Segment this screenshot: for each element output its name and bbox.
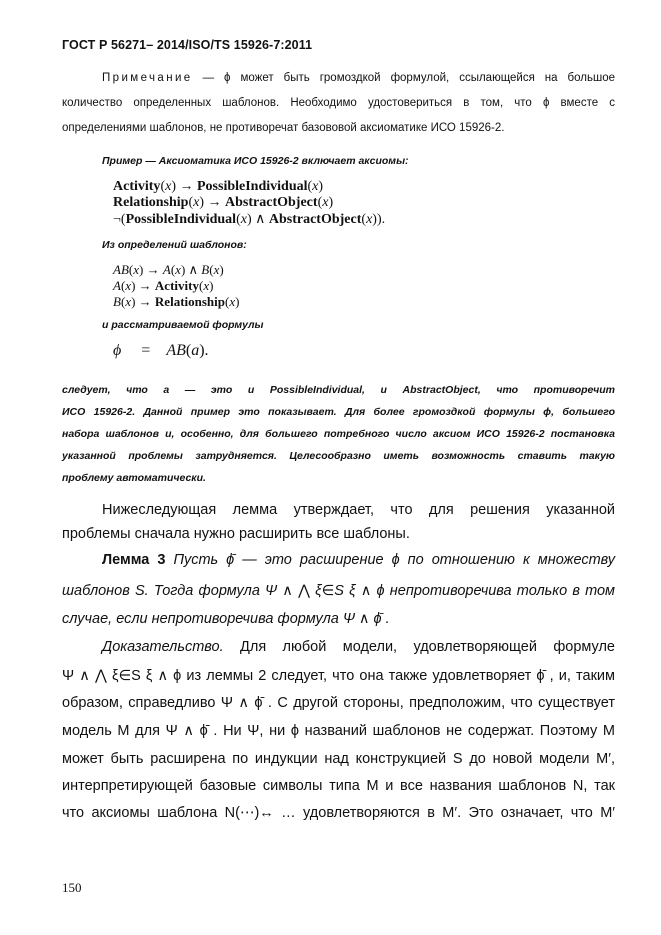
- axiom-1: Activity(x) → PossibleIndividual(x): [113, 179, 324, 194]
- proof-line-5: может быть расширена по индукции над конструкцией S до новой модели M′,: [62, 751, 615, 767]
- note-line-2: количество определенных шаблонов. Необходимо удостовериться в том, что ϕ вместе с: [62, 97, 615, 109]
- page-number: 150: [62, 880, 82, 895]
- proof-line-1: Доказательство. Для любой модели, удовлетворяющей формуле: [102, 639, 615, 655]
- note-label: Примечание: [102, 72, 193, 84]
- template-def-3: B(x) → Relationship(x): [113, 294, 240, 309]
- example-heading: Пример — Аксиоматика ИСО 15926-2 включает аксиомы:: [102, 155, 409, 167]
- conclusion-line-3: набора шаблонов и, особенно, для большего потребного число аксиом ИСО 15926-2 постановка: [62, 428, 615, 440]
- conclusion-line-2: ИСО 15926-2. Данной пример это показывает. Для более громоздкой формулы ϕ, большего: [62, 406, 615, 418]
- template-def-2: A(x) → Activity(x): [113, 278, 214, 293]
- proof-line-7: что аксиомы шаблона N(⋯)↔ … удовлетворяются в M′. Это означает, что M′: [62, 805, 615, 821]
- proof-line-6: интерпретирующей базовые символы типа M и все названия шаблонов N, так: [62, 778, 615, 794]
- templates-heading: Из определений шаблонов:: [102, 239, 247, 251]
- note-line-3: определениями шаблонов, не противоречат базововой аксиоматике ИСО 15926-2.: [62, 122, 505, 134]
- axiom-3: ¬(PossibleIndividual(x) ∧ AbstractObject(x)).: [113, 212, 386, 227]
- considered-formula: ϕ = AB(a).: [113, 342, 209, 359]
- note-line-1: Примечание — ϕ может быть громоздкой формулой, ссылающейся на большое: [102, 72, 615, 84]
- conclusion-line-5: проблему автоматически.: [62, 472, 206, 484]
- lemma-line-3: случае, если непротиворечива формула Ψ ∧ ϕ̄ .: [62, 611, 390, 627]
- intro-line-1: Нижеследующая лемма утверждает, что для решения указанной: [102, 502, 615, 518]
- proof-line-2: Ψ ∧ ⋀ ξ∈S ξ ∧ ϕ из леммы 2 следует, что она также удовлетворяет ϕ̄ , и, таким: [62, 668, 615, 684]
- proof-line-3: образом, справедливо Ψ ∧ ϕ̄ . С другой стороны, предположим, что существует: [62, 695, 615, 711]
- considered-heading: и рассматриваемой формулы: [102, 319, 264, 331]
- conclusion-line-1: следует, что a — это и PossibleIndividual, и AbstractObject, что противоречит: [62, 384, 615, 396]
- conclusion-line-4: указанной проблемы затрудняется. Целесообразно иметь возможность ставить такую: [62, 450, 615, 462]
- template-def-1: AB(x) → A(x) ∧ B(x): [113, 262, 224, 277]
- proof-label: Доказательство.: [102, 639, 224, 655]
- lemma-line-2: шаблонов S. Тогда формула Ψ ∧ ⋀ ξ∈S ξ ∧ ϕ непротиворечива только в том: [62, 583, 615, 599]
- intro-line-2: проблемы сначала нужно расширить все шаблоны.: [62, 526, 410, 542]
- lemma-line-1: Лемма 3 Пусть ϕ̄ — это расширение ϕ по отношению к множеству: [102, 552, 616, 568]
- axiom-2: Relationship(x) → AbstractObject(x): [113, 195, 334, 210]
- lemma-label: Лемма 3: [102, 552, 166, 568]
- proof-line-4: модель M для Ψ ∧ ϕ̄ . Ни Ψ, ни ϕ названий шаблонов не содержат. Поэтому M: [62, 723, 615, 739]
- standard-header: ГОСТ Р 56271– 2014/ISO/TS 15926-7:2011: [62, 38, 313, 52]
